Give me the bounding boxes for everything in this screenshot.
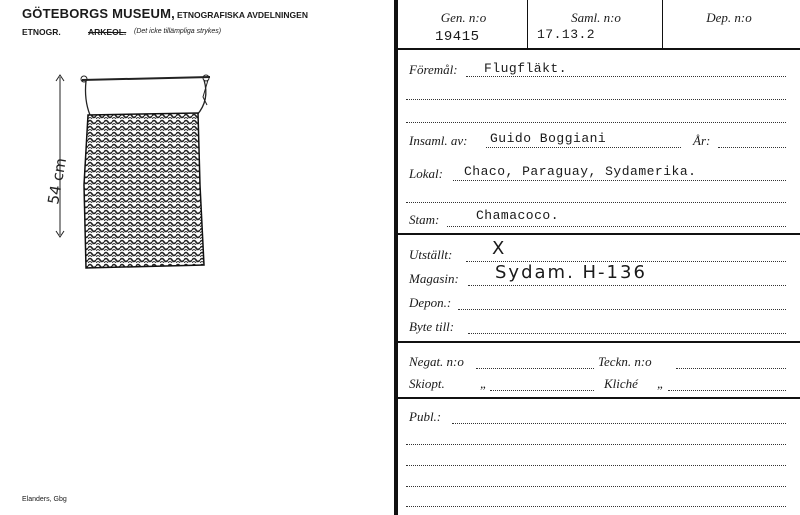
magasin-line [468, 285, 786, 286]
header-rule [398, 48, 800, 50]
byte-label: Byte till: [409, 319, 455, 334]
gen-label: Gen. n:o [440, 10, 487, 25]
utstallt-value: X [492, 238, 507, 259]
depon-line [458, 309, 786, 310]
ar-line [718, 147, 786, 148]
teckn-label: Teckn. n:o [598, 354, 652, 369]
insaml-line [486, 147, 681, 148]
header-divider-2 [662, 0, 663, 48]
stam-line [447, 226, 786, 227]
publ-line-3 [406, 465, 786, 466]
foremal-line-3 [406, 122, 786, 123]
foremal-line-2 [406, 99, 786, 100]
insaml-label: Insaml. av: [409, 133, 468, 148]
etnogr-label: ETNOGR. [22, 27, 61, 37]
dimension-label: 54 cm [44, 156, 71, 206]
depon-label: Depon.: [409, 295, 452, 310]
stam-value: Chamacoco. [476, 208, 560, 223]
publ-line-2 [406, 444, 786, 445]
section-rule-3 [398, 397, 800, 399]
utstallt-label: Utställt: [409, 247, 453, 262]
saml-value: 17.13.2 [537, 27, 596, 42]
saml-label: Saml. n:o [571, 10, 621, 25]
teckn-line [676, 368, 786, 369]
section-rule-1 [398, 233, 800, 235]
publ-line-1 [452, 423, 786, 424]
kliche-line [668, 390, 786, 391]
gen-value: 19415 [435, 29, 480, 45]
publ-line-5 [406, 506, 786, 507]
lokal-line-2 [406, 202, 786, 203]
skiopt-ditto: „ [480, 376, 488, 391]
byte-line [468, 333, 786, 334]
strike-note: (Det icke tillämpliga strykes) [134, 28, 222, 35]
publ-line-4 [406, 486, 786, 487]
section-rule-2 [398, 341, 800, 343]
skiopt-label: Skiopt. [409, 376, 445, 391]
skiopt-line [490, 390, 594, 391]
ar-label: År: [693, 133, 711, 148]
publ-label: Publ.: [409, 409, 442, 424]
lokal-value: Chaco, Paraguay, Sydamerika. [464, 164, 697, 179]
magasin-label: Magasin: [409, 271, 459, 286]
arkeol-label: ARKEOL. [88, 27, 127, 37]
header-divider-1 [527, 0, 528, 48]
foremal-value: Flugfläkt. [484, 61, 568, 76]
center-divider [394, 0, 398, 515]
dep-label: Dep. n:o [706, 10, 752, 25]
fan-drawing [40, 65, 230, 280]
lokal-line [453, 180, 786, 181]
kliche-ditto: „ [657, 376, 665, 391]
kliche-label: Kliché [604, 376, 638, 391]
foremal-line [466, 76, 786, 77]
insaml-value: Guido Boggiani [490, 131, 607, 146]
foremal-label: Föremål: [409, 62, 458, 77]
printer-mark: Elanders, Gbg [22, 496, 67, 503]
negat-line [476, 368, 594, 369]
department-name: ETNOGRAFISKA AVDELNINGEN [177, 10, 308, 20]
magasin-value: Sydam. H-136 [495, 262, 647, 283]
negat-label: Negat. n:o [409, 354, 464, 369]
lokal-label: Lokal: [409, 166, 443, 181]
museum-name: GÖTEBORGS MUSEUM, [22, 6, 175, 21]
stam-label: Stam: [409, 212, 440, 227]
